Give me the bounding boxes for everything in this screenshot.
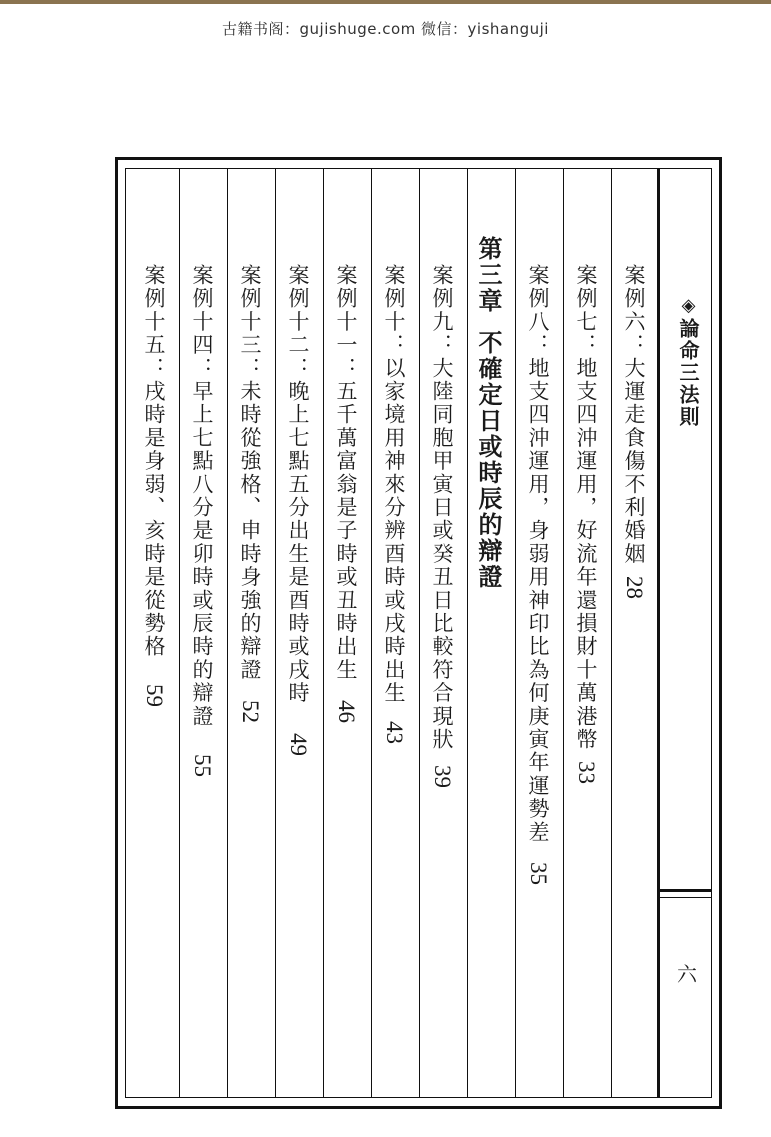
chapter-heading xyxy=(476,236,500,1036)
chapter-title: 不確定日或時辰的辯證 xyxy=(474,330,502,590)
toc-entry-text: 案例九：大陸同胞甲寅日或癸丑日比較符合現狀 xyxy=(430,264,454,752)
toc-entry xyxy=(190,264,214,1064)
toc-entry-text: 案例八：地支四沖運用，身弱用神印比為何庚寅年運勢差 xyxy=(526,264,550,844)
column-rule xyxy=(179,168,180,1098)
column-rule xyxy=(371,168,372,1098)
page-number: 六 xyxy=(677,962,697,986)
column-rule xyxy=(275,168,276,1098)
column-rule xyxy=(419,168,420,1098)
toc-entry-page: 39 xyxy=(430,765,455,789)
header-separator xyxy=(657,897,712,898)
toc-entry-page: 55 xyxy=(190,754,215,777)
toc-entry-page: 59 xyxy=(142,684,167,708)
toc-entry-text: 案例十：以家境用神來分辨酉時或戌時出生 xyxy=(382,264,406,705)
column-rule xyxy=(323,168,324,1098)
chapter-number: 第三章 xyxy=(474,236,502,314)
toc-entry-page: 33 xyxy=(574,761,599,785)
column-rule xyxy=(611,168,612,1098)
toc-entry-text: 案例十五：戌時是身弱、亥時是從勢格 xyxy=(142,264,166,659)
toc-entry-page: 43 xyxy=(382,720,407,744)
diamond-icon: ◈ xyxy=(678,295,699,318)
toc-entry xyxy=(574,264,598,1064)
toc-entry-text: 案例十三：未時從強格、申時身強的辯證 xyxy=(238,264,262,682)
header-column-rule xyxy=(657,168,660,1098)
column-rule xyxy=(467,168,468,1098)
toc-entry-page: 46 xyxy=(334,699,359,723)
column-rule xyxy=(227,168,228,1098)
toc-entry xyxy=(142,264,166,1064)
toc-entry-text: 案例七：地支四沖運用，好流年還損財十萬港幣 xyxy=(574,264,598,752)
toc-entry xyxy=(526,264,550,1064)
toc-entry-page: 28 xyxy=(622,575,647,599)
toc-entry xyxy=(622,264,646,1064)
toc-entry-page: 35 xyxy=(526,862,551,885)
toc-entry-text: 案例十二：晚上七點五分出生是酉時或戌時 xyxy=(286,264,310,705)
top-rule xyxy=(0,0,771,4)
toc-entry xyxy=(430,264,454,1064)
toc-entry-text: 案例十一：五千萬富翁是子時或丑時出生 xyxy=(334,264,358,682)
toc-entry xyxy=(286,264,310,1064)
toc-entry xyxy=(382,264,406,1064)
column-rule xyxy=(515,168,516,1098)
toc-entry-page: 49 xyxy=(286,732,311,756)
header-separator xyxy=(657,889,712,892)
toc-entry-page: 52 xyxy=(238,699,263,723)
toc-entry xyxy=(334,264,358,1064)
book-title: 論命三法則 xyxy=(676,318,700,428)
column-rule xyxy=(563,168,564,1098)
watermark-text: 古籍书阁：gujishuge.com 微信：yishanguji xyxy=(222,20,549,38)
toc-entry-text: 案例十四：早上七點八分是卯時或辰時的辯證 xyxy=(190,264,214,728)
running-header xyxy=(672,295,702,428)
toc-entry xyxy=(238,264,262,1064)
toc-entry-text: 案例六：大運走食傷不利婚姻 xyxy=(622,264,646,566)
